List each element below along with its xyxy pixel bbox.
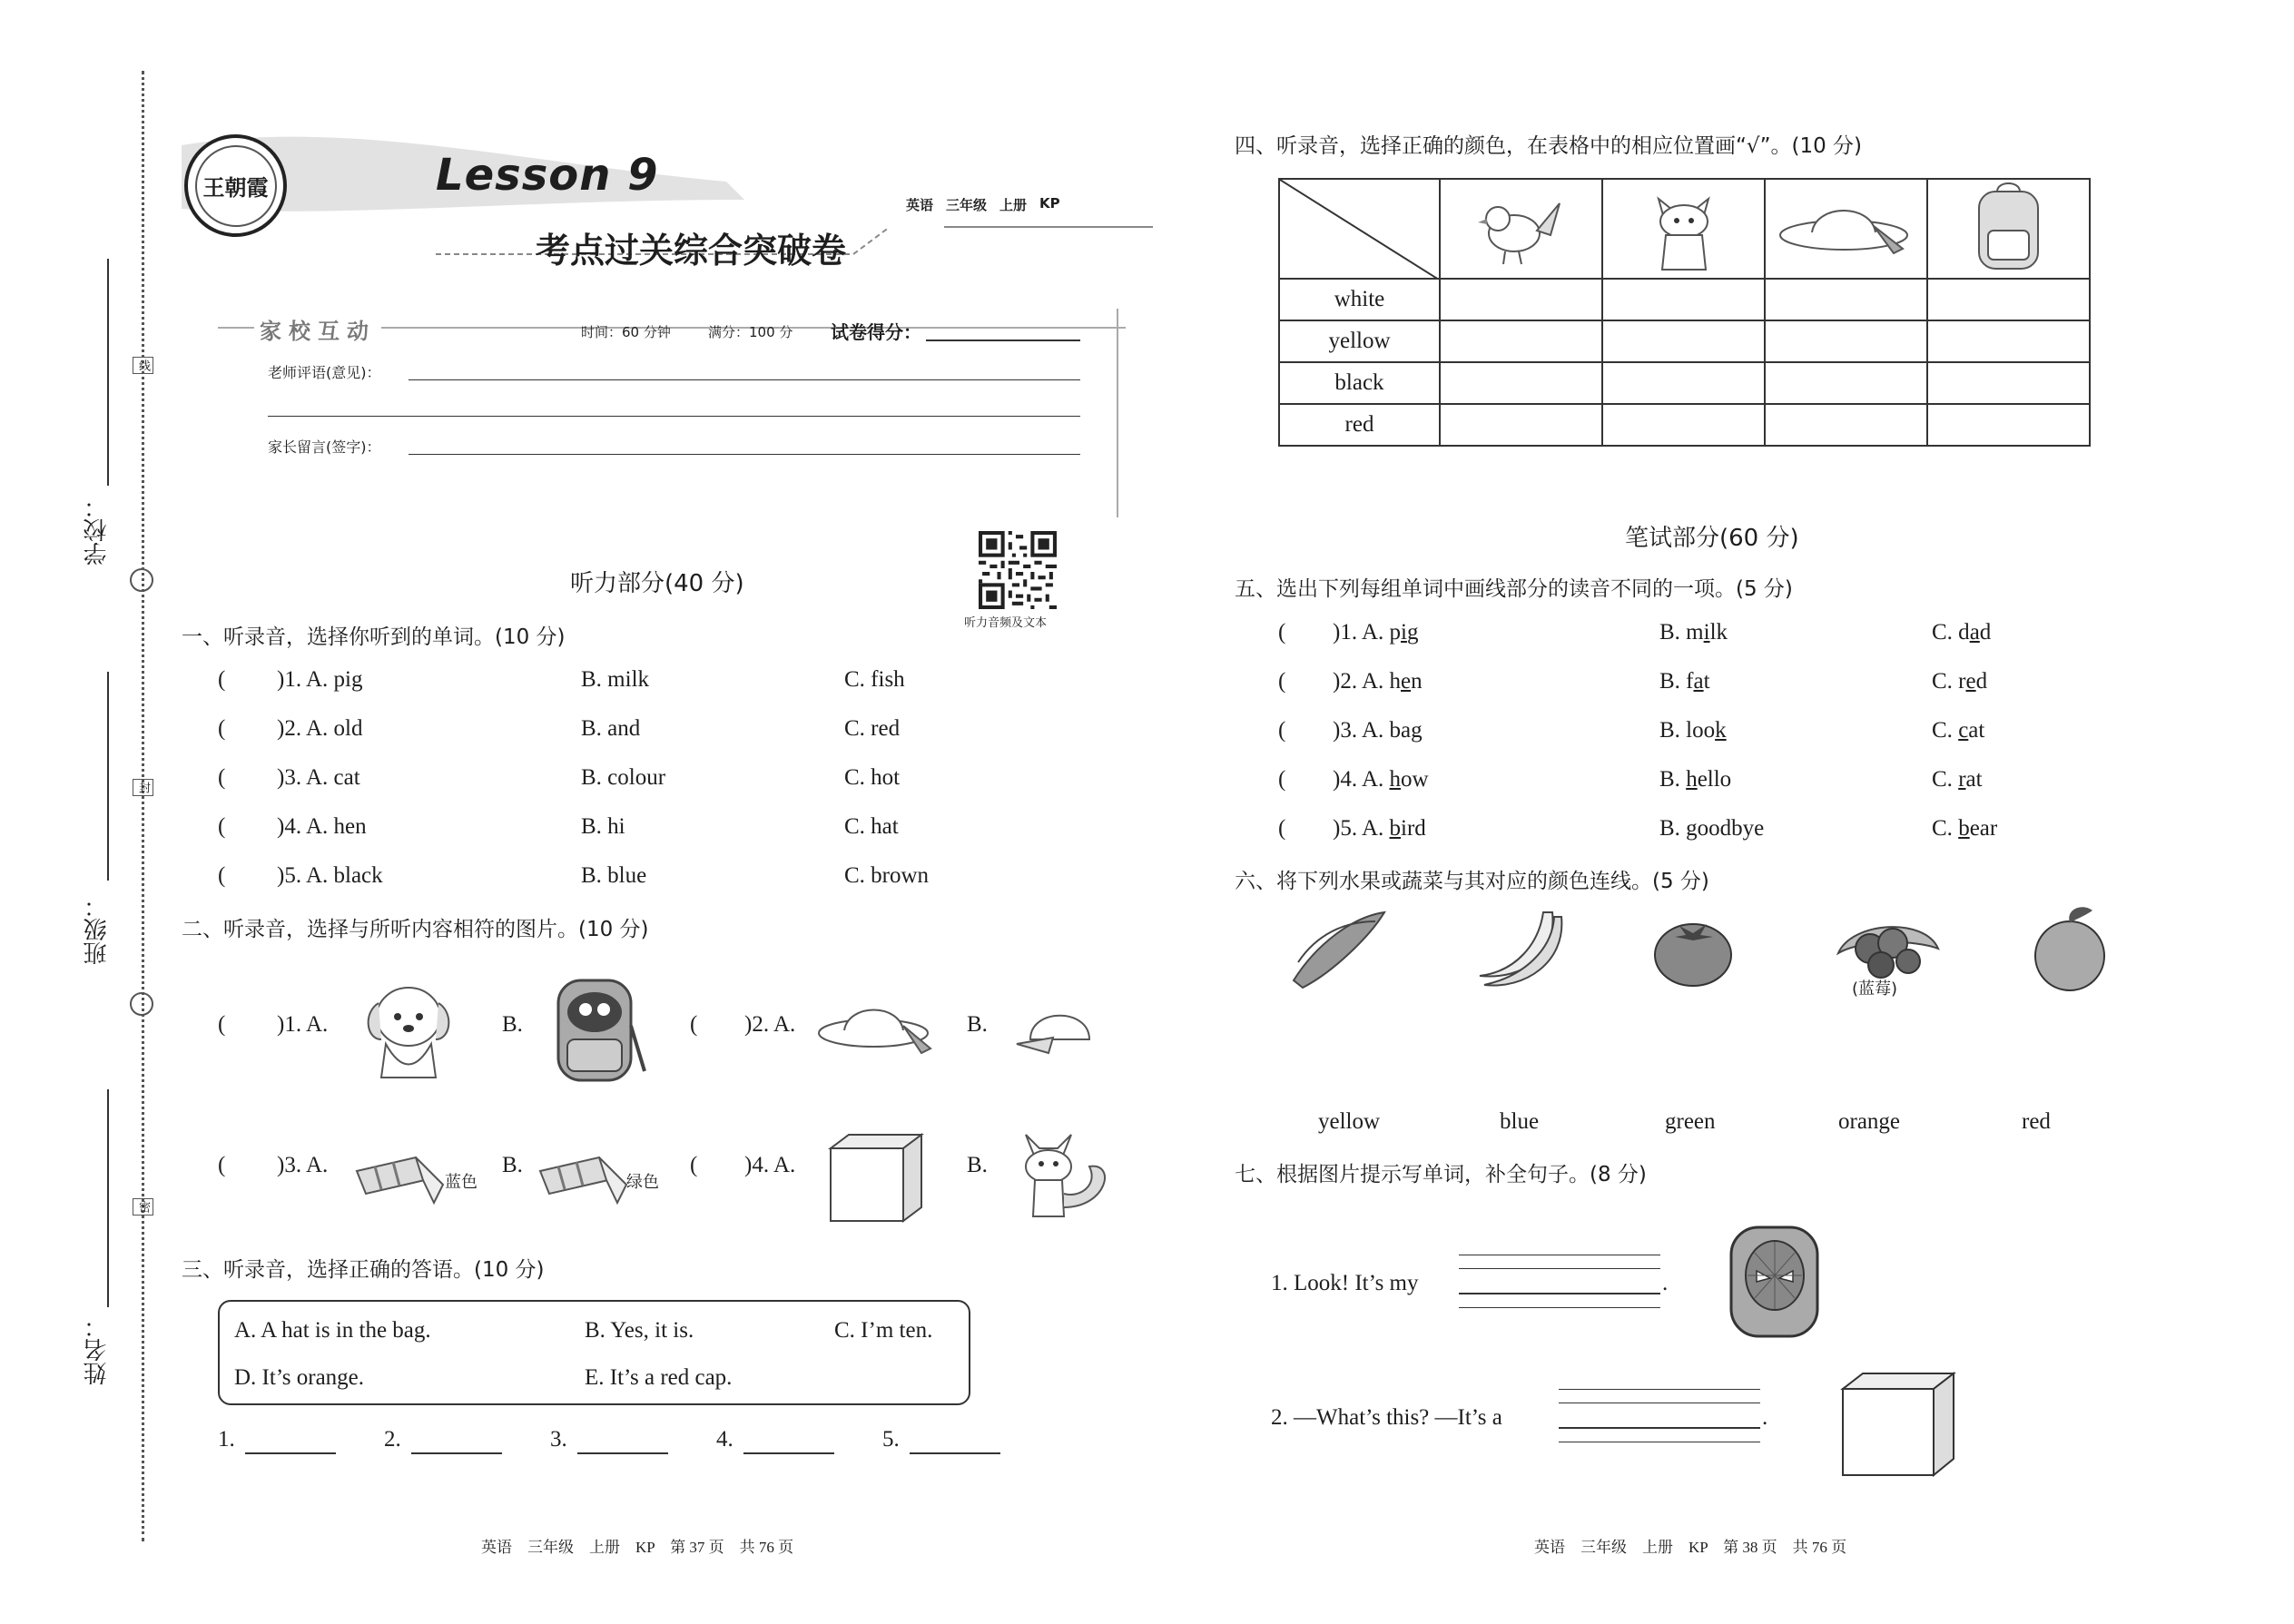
option-a: )3. A. bag [1333,718,1423,743]
box-frame-right [1117,309,1118,517]
parent-comment-field[interactable] [409,454,1080,455]
paper-subtitle: 考点过关综合突破卷 [536,232,847,271]
answer-paren[interactable]: ( [690,1012,698,1037]
home-school-box [218,309,1135,517]
answer-blank[interactable] [411,1452,502,1454]
option-c: C. red [844,716,901,741]
answer-blank[interactable] [577,1452,668,1454]
answer-cell[interactable] [1765,404,1927,446]
cat-icon [1604,181,1763,277]
option-c: C. brown [844,863,930,888]
blank-number: 5. [882,1427,900,1452]
option-b: B. and [581,716,641,741]
binding-line-2 [107,672,109,881]
answer-paren[interactable]: ( [690,1153,698,1177]
option-b: B. hi [581,814,625,839]
logo-text: 王朝霞 [202,177,269,201]
choice-a: A. A hat is in the bag. [234,1318,431,1343]
class-label: 班级： [84,894,111,965]
badge-volume: 上册 [999,197,1028,213]
sentence-1: 1. Look! It’s my [1271,1271,1419,1295]
answer-paren[interactable]: ( [1278,718,1286,743]
green-note: 绿色 [626,1173,659,1192]
option-a: )4. A. how [1333,767,1429,792]
box-picture[interactable] [822,1130,930,1225]
answer-cell[interactable] [1927,362,2090,404]
answer-cell[interactable] [1440,404,1602,446]
answer-blanks [218,1427,1035,1463]
writing-lines-2[interactable] [1559,1389,1760,1443]
section-2-title: 二、听录音，选择与所听内容相符的图片。(10 分) [182,918,649,941]
answer-cell[interactable] [1765,362,1927,404]
option-b: B. milk [581,667,650,692]
name-label: 姓名： [84,1314,111,1385]
answer-cell[interactable] [1440,362,1602,404]
exam-full-score: 满分：100 分 [708,324,793,340]
logo [184,134,287,237]
footer-left: 英语 三年级 上册 KP 第 37 页 共 76 页 [481,1539,794,1556]
seal-mark-secret: 密 [133,1198,153,1216]
hat-icon [1767,181,1925,277]
sentence-2: 2. —What’s this? —It’s a [1271,1405,1502,1430]
answer-paren[interactable]: ( [218,814,226,839]
answer-cell[interactable] [1440,320,1602,362]
fox-picture[interactable] [1008,1117,1117,1225]
answer-cell[interactable] [1602,362,1765,404]
lesson-title: Lesson 9 [436,150,659,201]
list-item [218,814,1035,863]
answer-cell[interactable] [1440,279,1602,320]
scarf-blue-picture[interactable] [352,1153,452,1207]
option-a: )5. A. black [277,863,383,888]
seal-mark-line: 线 [133,357,153,374]
answer-paren[interactable]: ( [1278,767,1286,792]
answer-cell[interactable] [1927,404,2090,446]
option-a: )3. A. cat [277,765,360,790]
header-bag [1927,179,2090,279]
parent-comment-label: 家长留言(签字)： [268,438,381,456]
orange-picture[interactable] [2029,903,2111,994]
written-title: 笔试部分(60 分) [1625,525,1799,552]
blank-number: 3. [550,1427,567,1452]
answer-blank[interactable] [245,1452,336,1454]
listening-title: 听力部分(40 分) [570,570,744,597]
row-label-red: red [1279,404,1440,446]
section-3-title: 三、听录音，选择正确的答语。(10 分) [182,1258,545,1282]
list-item [218,667,1035,716]
color-table [1278,178,2091,447]
blank-number: 1. [218,1427,235,1452]
option-a: )1. A. pig [1333,620,1419,645]
option-c: C. rat [1932,767,1983,792]
list-item [218,863,1035,912]
option-c: C. red [1932,669,1988,694]
option-b: B. milk [1659,620,1728,645]
backpack-picture[interactable] [545,971,654,1089]
choice-e: E. It’s a red cap. [585,1365,733,1390]
section-7-title: 七、根据图片提示写单词，补全句子。(8 分) [1235,1163,1647,1186]
option-c: C. dad [1932,620,1992,645]
option-c: C. hat [844,814,899,839]
period-2: . [1762,1405,1768,1430]
box-picture-2[interactable] [1834,1366,1961,1480]
color-word-blue[interactable]: blue [1500,1109,1540,1134]
badge-grade: 三年级 [946,197,988,213]
teacher-comment-label: 老师评语(意见)： [268,364,381,381]
section-1-list [218,667,1035,912]
answer-cell[interactable] [1927,320,2090,362]
section-1-title: 一、听录音，选择你听到的单词。(10 分) [182,625,566,649]
choice-b: B. Yes, it is. [585,1318,694,1343]
color-word-red[interactable]: red [2022,1109,2051,1134]
q2-label: )2. A. [744,1012,796,1037]
scarf-green-picture[interactable] [536,1153,635,1207]
answer-cell[interactable] [1765,320,1927,362]
blank-number: 2. [384,1427,401,1452]
answer-cell[interactable] [1602,320,1765,362]
option-b: B. blue [581,863,647,888]
answer-cell[interactable] [1765,279,1927,320]
bag-icon [1929,181,2088,277]
list-item [1278,718,2186,767]
answer-paren[interactable]: ( [218,1012,226,1037]
answer-paren[interactable]: ( [218,765,226,790]
binding-line-3 [107,1089,109,1307]
bird-icon [1442,181,1600,277]
score-label: 试卷得分： [831,321,921,343]
option-b: B. goodbye [1659,816,1765,841]
qr-caption: 听力音频及文本 [964,616,1048,630]
answer-paren[interactable]: ( [1278,620,1286,645]
option-c: C. bear [1932,816,1998,841]
option-a: )5. A. bird [1333,816,1426,841]
cut-mark-1 [130,568,153,592]
answer-paren[interactable]: ( [218,716,226,741]
tomato-picture[interactable] [1648,908,1738,989]
option-b-label: B. [502,1012,523,1037]
color-word-orange[interactable]: orange [1838,1109,1901,1134]
list-item [1278,620,2186,669]
answer-paren[interactable]: ( [1278,816,1286,841]
section-4-title: 四、听录音，选择正确的颜色，在表格中的相应位置画“√”。(10 分) [1235,134,1863,158]
color-word-green[interactable]: green [1665,1109,1716,1134]
row-label-black: black [1279,362,1440,404]
option-b: B. colour [581,765,666,790]
list-item [218,716,1035,765]
q1-label: )1. A. [277,1012,329,1037]
spiderman-backpack-picture[interactable] [1720,1216,1829,1343]
corner-cell [1279,179,1440,279]
blueberry-picture[interactable] [1834,912,1943,980]
header-cat [1602,179,1765,279]
seal-mark-seal: 封 [133,779,153,796]
answer-blank[interactable] [743,1452,834,1454]
answer-cell[interactable] [1602,279,1765,320]
series-badges [906,195,1060,214]
binding-margin [0,0,154,1624]
option-a: )4. A. hen [277,814,367,839]
exam-time: 时间：60 分钟 [581,324,671,340]
answer-blank[interactable] [910,1452,1000,1454]
list-item [1278,816,2186,865]
option-a: )2. A. old [277,716,363,741]
section-5-list [1278,620,2186,865]
option-b: B. fat [1659,669,1710,694]
choice-d: D. It’s orange. [234,1365,365,1390]
header-bird [1440,179,1602,279]
pea-pod-picture[interactable] [1289,908,1389,989]
badge-edition: KP [1039,195,1060,212]
blue-note: 蓝色 [445,1173,478,1192]
binding-line-1 [107,259,109,486]
banana-picture[interactable] [1471,908,1570,989]
section-5-title: 五、选出下列每组单词中画线部分的读音不同的一项。(5 分) [1235,577,1793,601]
sun-hat-picture[interactable] [817,999,940,1062]
answer-paren[interactable]: ( [1278,669,1286,694]
cut-mark-2 [130,992,153,1016]
section-6-title: 六、将下列水果或蔬菜与其对应的颜色连线。(5 分) [1235,870,1709,893]
row-label-yellow: yellow [1279,320,1440,362]
footer-right: 英语 三年级 上册 KP 第 38 页 共 76 页 [1534,1539,1847,1556]
option-a: )1. A. pig [277,667,363,692]
row-label-white: white [1279,279,1440,320]
option-b-label: B. [502,1153,523,1177]
qr-code[interactable] [979,531,1057,609]
list-item [1278,767,2186,816]
cap-picture[interactable] [1012,1003,1103,1062]
color-word-yellow[interactable]: yellow [1318,1109,1381,1134]
answer-paren[interactable]: ( [218,1153,226,1177]
option-c: C. hot [844,765,901,790]
choice-c: C. I’m ten. [834,1318,933,1343]
option-a: )2. A. hen [1333,669,1423,694]
option-b-label: B. [967,1153,988,1177]
answer-paren[interactable]: ( [218,667,226,692]
school-label: 学校： [84,495,111,566]
blank-number: 4. [716,1427,733,1452]
q3-label: )3. A. [277,1153,329,1177]
teacher-comment-field-2[interactable] [268,416,1080,417]
list-item [1278,669,2186,718]
option-b: B. hello [1659,767,1732,792]
badge-subject: 英语 [906,197,934,213]
home-school-tag: 家校互动 [254,313,381,345]
dog-picture[interactable] [359,976,458,1085]
score-field[interactable] [926,340,1080,341]
header-hat [1765,179,1927,279]
answer-choices-box [218,1300,970,1405]
option-b: B. look [1659,718,1727,743]
option-c: C. cat [1932,718,1985,743]
option-b-label: B. [967,1012,988,1037]
answer-paren[interactable]: ( [218,863,226,888]
period-1: . [1662,1271,1669,1295]
dotted-cut-line [142,71,144,1541]
answer-cell[interactable] [1927,279,2090,320]
teacher-comment-field[interactable] [409,379,1080,380]
answer-cell[interactable] [1602,404,1765,446]
q4-label: )4. A. [744,1153,796,1177]
list-item [218,765,1035,814]
option-c: C. fish [844,667,905,692]
writing-lines-1[interactable] [1459,1255,1660,1309]
blueberry-note: (蓝莓) [1852,979,1898,999]
